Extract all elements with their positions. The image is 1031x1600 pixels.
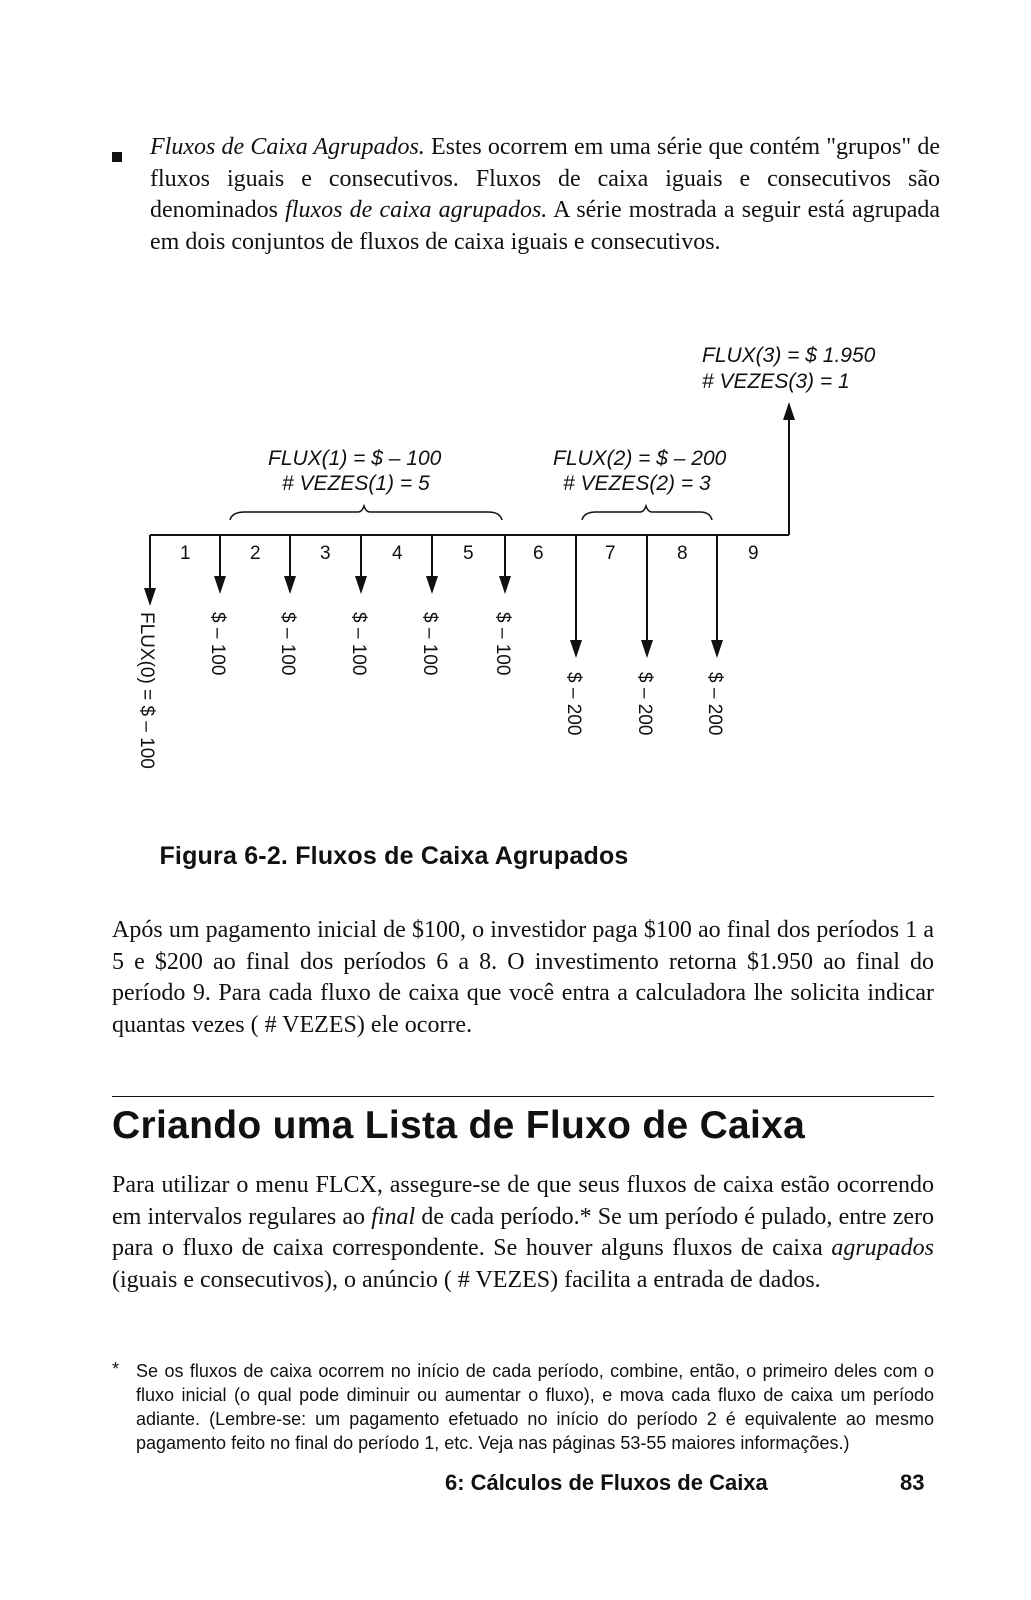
outflow-label-4: $ – 100 bbox=[419, 612, 440, 676]
footnote-mark: * bbox=[112, 1359, 120, 1379]
section-rule bbox=[112, 1096, 934, 1097]
paragraph-2-em1: final bbox=[371, 1203, 416, 1230]
outflow-label-5: $ – 100 bbox=[492, 612, 513, 676]
period-label-1: 1 bbox=[180, 543, 191, 564]
outflow-label-2: $ – 100 bbox=[277, 612, 298, 676]
intro-text-1: Estes ocorrem em uma série que contém "grupos" de fluxos iguais e consecutivos. Fluxos de caixa iguais e consecutivos são denominados bbox=[150, 134, 940, 223]
outflow-arrow-head-5 bbox=[499, 576, 511, 594]
outflow-label-3: $ – 100 bbox=[348, 612, 369, 676]
period-label-8: 8 bbox=[677, 543, 688, 564]
paragraph-2-part1: Para utilizar o menu FLCX, assegure-se de que seus fluxos de caixa estão ocorrendo em intervalos regulares ao bbox=[112, 1172, 934, 1230]
section-title: Criando uma Lista de Fluxo de Caixa bbox=[112, 1104, 806, 1147]
period-labels bbox=[180, 543, 759, 564]
return-arrow-head bbox=[783, 402, 795, 420]
initial-flux-arrow-head bbox=[144, 588, 156, 606]
paragraph-1: Após um pagamento inicial de $100, o investidor paga $100 ao final dos períodos 1 a 5 e $200 ao final dos períodos 6 a 8. O investimento retorna $1.950 ao final do período 9. Para cada fluxo de caixa que você entra a calculadora lhe solicita indicar quantas vezes ( # VEZES) ele ocorre. bbox=[112, 917, 934, 1038]
outflow-label-8: $ – 200 bbox=[704, 672, 725, 736]
outflow-arrow-head-1 bbox=[214, 576, 226, 594]
paragraph-2-part2: de cada período.* Se um período é pulado, entre zero para o fluxo de caixa correspondente. Se houver alguns fluxos de caixa bbox=[112, 1203, 935, 1261]
period-label-4: 4 bbox=[392, 543, 403, 564]
figure-caption bbox=[0, 842, 1031, 871]
intro-term: Fluxos de Caixa Agrupados. bbox=[150, 134, 425, 160]
figure-caption-text: Figura 6-2. Fluxos de Caixa Agrupados bbox=[159, 842, 629, 870]
intro-text-2: A série mostrada a seguir está agrupada em dois conjuntos de fluxos de caixa iguais e consecutivos. bbox=[150, 197, 940, 255]
footnote-text: Se os fluxos de caixa ocorrem no início de cada período, combine, então, o primeiro deles com o fluxo inicial (o qual pode diminuir ou aumentar o fluxo), e mova cada fluxo de caixa um período adiante. (Lembre-se: um pagamento efetuado no início do período 2 é equivalente ao mesmo pagamento feito no final do período 1, etc. Veja nas páginas 53-55 maiores informações.) bbox=[136, 1361, 934, 1453]
period-label-6: 6 bbox=[533, 543, 544, 564]
intro-term-2: fluxos de caixa agrupados. bbox=[285, 197, 548, 223]
outflow-arrow-head-3 bbox=[355, 576, 367, 594]
group3-flux-label: FLUX(3) = $ 1.950 bbox=[702, 344, 876, 367]
outflow-arrow-head-4 bbox=[426, 576, 438, 594]
initial-flux-label: FLUX(0) = $ – 100 bbox=[136, 612, 157, 769]
page-number: 83 bbox=[900, 1470, 925, 1495]
running-footer: 6: Cálculos de Fluxos de Caixa bbox=[445, 1470, 768, 1495]
period-label-5: 5 bbox=[463, 543, 474, 564]
period-label-9: 9 bbox=[748, 543, 759, 564]
group2-arrows bbox=[570, 535, 723, 658]
footnote bbox=[112, 1359, 934, 1455]
outflow-arrow-head-6 bbox=[570, 640, 582, 658]
paragraph-2 bbox=[112, 1170, 934, 1296]
outflow-arrow-head-8 bbox=[711, 640, 723, 658]
period-label-7: 7 bbox=[605, 543, 616, 564]
outflow-arrow-head-7 bbox=[641, 640, 653, 658]
paragraph-2-part3: (iguais e consecutivos), o anúncio ( # VEZES) facilita a entrada de dados. bbox=[112, 1266, 821, 1293]
outflow-arrow-head-2 bbox=[284, 576, 296, 594]
group2-times-label: # VEZES(2) = 3 bbox=[563, 472, 711, 495]
group1-flux-label: FLUX(1) = $ – 100 bbox=[268, 447, 442, 470]
outflow-label-7: $ – 200 bbox=[634, 672, 655, 736]
period-label-3: 3 bbox=[320, 543, 331, 564]
paragraph-2-em2: agrupados bbox=[831, 1235, 934, 1261]
period-label-2: 2 bbox=[250, 543, 261, 564]
group2-flux-label: FLUX(2) = $ – 200 bbox=[553, 447, 727, 470]
outflow-label-6: $ – 200 bbox=[563, 672, 584, 736]
group3-times-label: # VEZES(3) = 1 bbox=[702, 370, 850, 393]
outflow-label-1: $ – 100 bbox=[207, 612, 228, 676]
group1-times-label: # VEZES(1) = 5 bbox=[282, 472, 430, 495]
group1-brace bbox=[230, 506, 502, 520]
group2-brace bbox=[582, 506, 712, 520]
